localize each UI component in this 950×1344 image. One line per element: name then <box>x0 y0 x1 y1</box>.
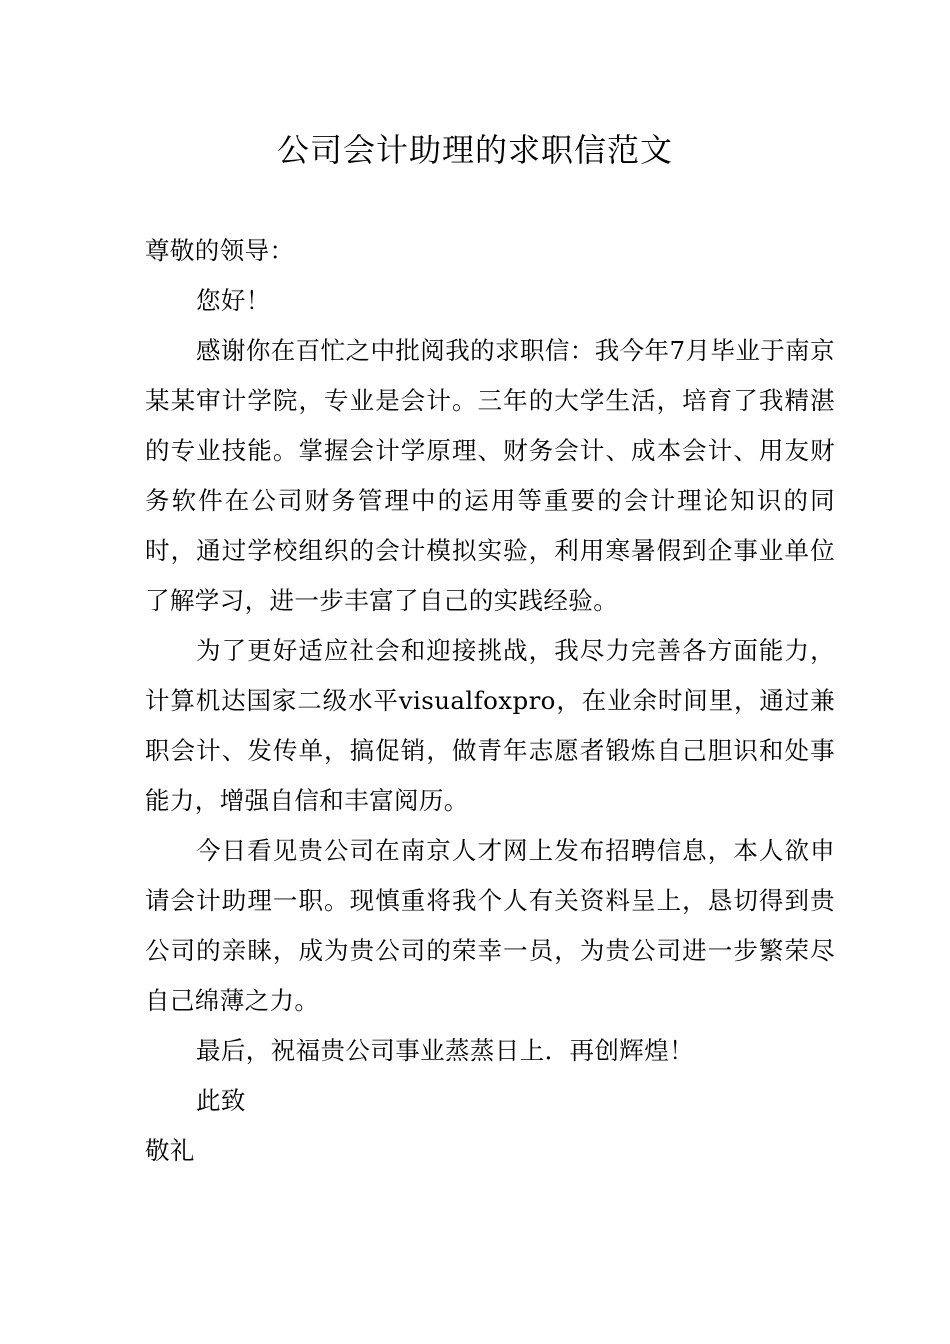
paragraph-2: 为了更好适应社会和迎接挑战，我尽力完善各方面能力，计算机达国家二级水平visualfoxpro，在业余时间里，通过兼职会计、发传单，搞促销，做青年志愿者锻炼自己胆识和处事能力，增强自信和丰富阅历。 <box>145 636 835 815</box>
closing: 此致 <box>196 1086 246 1115</box>
salutation: 尊敬的领导： <box>145 236 295 265</box>
paragraph-1: 感谢你在百忙之中批阅我的求职信：我今年7月毕业于南京某某审计学院，专业是会计。三年的大学生活，培育了我精湛的专业技能。掌握会计学原理、财务会计、成本会计、用友财务软件在公司财务管理中的运用等重要的会计理论知识的同时，通过学校组织的会计模拟实验，利用寒暑假到企事业单位了解学习，进一步丰富了自己的实践经验。 <box>145 336 835 615</box>
regards: 敬礼 <box>145 1136 195 1165</box>
paragraph-4: 最后，祝福贵公司事业蒸蒸日上．再创辉煌！ <box>196 1036 694 1065</box>
greeting: 您好！ <box>196 286 271 315</box>
paragraph-3: 今日看见贵公司在南京人才网上发布招聘信息，本人欲申请会计助理一职。现慎重将我个人有关资料呈上，恳切得到贵公司的亲睐，成为贵公司的荣幸一员，为贵公司进一步繁荣尽自己绵薄之力。 <box>145 836 835 1015</box>
letter-body <box>145 226 835 1176</box>
document-title: 公司会计助理的求职信范文 <box>276 131 673 169</box>
